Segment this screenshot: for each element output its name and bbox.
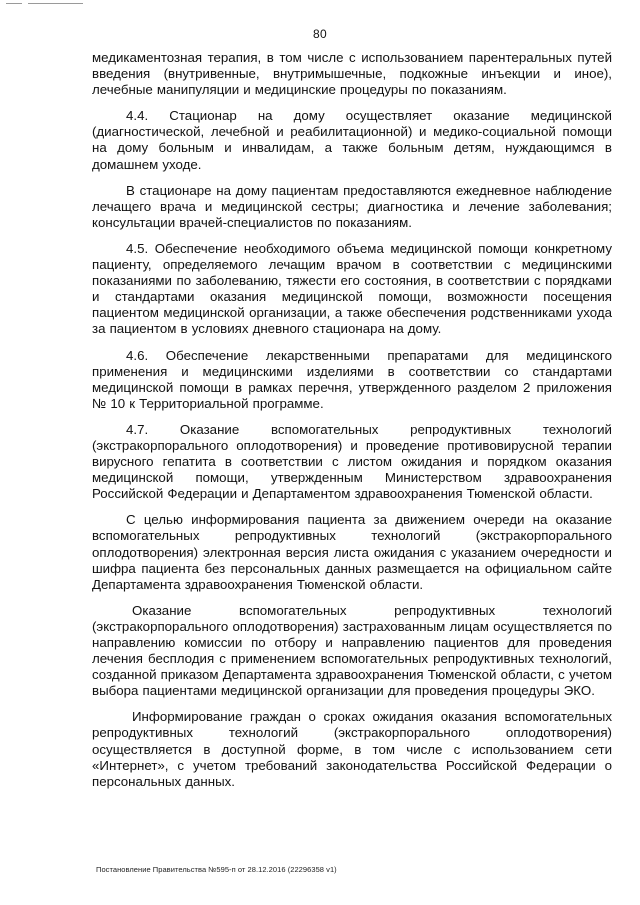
scan-mark <box>28 3 83 4</box>
paragraph-4-4-home-hospital: 4.4. Стационар на дому осуществляет оказание медицинской (диагностической, лечебной и реабилитационной) и медико-социальной помощи на дому больным и инвалидам, а также больным детям, нуждающимся в домашнем уходе. <box>92 108 612 172</box>
page-number: 80 <box>313 27 327 41</box>
paragraph-waiting-list-info: С целью информирования пациента за движением очереди на оказание вспомогательных репродуктивных технологий (экстракорпорального оплодотворения) электронная версия листа ожидания с указанием очередности и шифра пациента без персональных данных размещается на официальном сайте Департамента здравоохранения Тюменской области. <box>92 512 612 592</box>
paragraph-ivf-referral: Оказание вспомогательных репродуктивных технологий (экстракорпорального оплодотворения) застрахованным лицам осуществляется по направлению комиссии по отбору и направлению пациентов для проведения лечения бесплодия с применением вспомогательных репродуктивных технологий, созданной приказом Департамента здравоохранения Тюменской области, с учетом выбора пациентами медицинской организации для проведения процедуры ЭКО. <box>92 602 612 699</box>
scan-mark <box>6 3 22 4</box>
paragraph-4-6-medications: 4.6. Обеспечение лекарственными препаратами для медицинского применения и медицинскими изделиями в соответствии со стандартами медицинской помощи в рамках перечня, утвержденного разделом 2 приложения № 10 к Территориальной программе. <box>92 347 612 411</box>
paragraph-waiting-time-info: Информирование граждан о сроках ожидания оказания вспомогательных репродуктивных технологий (экстракорпорального оплодотворения) осуществляется в доступной форме, в том числе с использованием сети «Интернет», с учетом требований законодательства Российской Федерации о персональных данных. <box>92 709 612 789</box>
paragraph-4-7-reproductive-tech: 4.7. Оказание вспомогательных репродуктивных технологий (экстракорпорального оплодотворения) и проведение противовирусной терапии вирусного гепатита в соответствии с листом ожидания и порядком оказания медицинской помощи, утвержденным Министерством здравоохранения Российской Федерации и Департаментом здравоохранения Тюменской области. <box>92 421 612 502</box>
paragraph-therapy-continued: медикаментозная терапия, в том числе с использованием парентеральных путей введения (внутривенные, внутримышечные, подкожные инъекции и иное), лечебные манипуляции и медицинские процедуры по показаниям. <box>92 50 612 98</box>
document-footer: Постановление Правительства №595-п от 28.12.2016 (22296358 v1) <box>96 865 337 874</box>
document-body <box>92 50 612 800</box>
paragraph-home-hospital-services: В стационаре на дому пациентам предоставляются ежедневное наблюдение лечащего врача и медицинской сестры; диагностика и лечение заболевания; консультации врачей-специалистов по показаниям. <box>92 182 612 230</box>
paragraph-4-5-care-volume: 4.5. Обеспечение необходимого объема медицинской помощи конкретному пациенту, определяемого лечащим врачом в соответствии с медицинскими показаниями по заболеванию, тяжести его состояния, в соответствии с порядками и стандартами оказания медицинской помощи, возможности посещения пациентом медицинской организации, а также обеспечения родственниками ухода за пациентом в условиях дневного стационара на дому. <box>92 240 612 337</box>
